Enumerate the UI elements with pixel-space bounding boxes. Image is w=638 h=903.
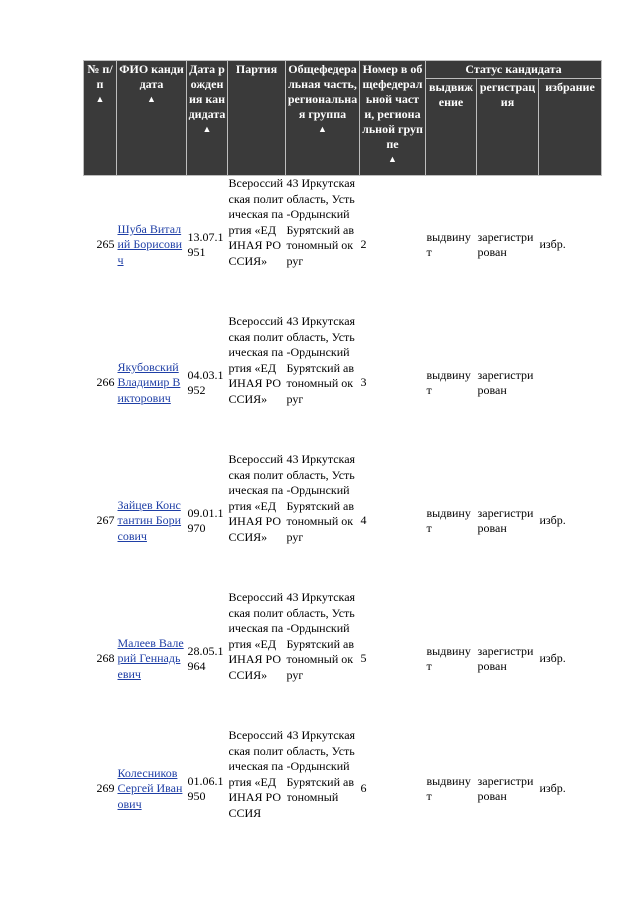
cell-fio (117, 452, 187, 590)
header-party: Партия (228, 61, 286, 176)
table-row (84, 314, 602, 452)
cell-fio (117, 176, 187, 315)
sort-icon: ▲ (202, 124, 212, 134)
candidate-link[interactable]: Малеев Валерий Геннадьевич (117, 635, 184, 681)
header-registration: регистрация (477, 79, 539, 176)
header-status: Статус кандидата (426, 61, 602, 79)
cell-group: 43 Иркутская область, Усть-Ордынский Бурятский автономный округ (286, 314, 356, 406)
cell-registration: зарегистрирован (477, 773, 534, 803)
candidates-table (83, 60, 602, 850)
header-nomination: выдвижение (426, 79, 477, 176)
cell-birth: 09.01.1970 (187, 505, 224, 535)
table-row (84, 728, 602, 850)
cell-group: 43 Иркутская область, Усть-Ордынский Бурятский автономный округ (286, 590, 356, 682)
cell-party: Всероссийская политическая партия «ЕДИНАЯ РОССИЯ» (228, 590, 284, 682)
cell-nomination: выдвинут (426, 643, 471, 673)
candidate-link[interactable]: Якубовский Владимир Викторович (117, 359, 181, 405)
cell-elected: избр. (539, 237, 566, 252)
cell-num: 266 (96, 375, 115, 390)
sort-icon: ▲ (388, 154, 397, 164)
cell-elected: избр. (539, 513, 566, 528)
cell-elected: избр. (539, 781, 566, 796)
party-text: Всероссийская политическая партия «ЕДИНАЯ РОССИЯ (228, 728, 284, 820)
header-elected: избрание (539, 79, 602, 176)
cell-nomination: выдвинут (426, 229, 471, 259)
cell-position: 3 (360, 375, 367, 390)
sort-icon: ▲ (147, 94, 156, 104)
cell-nomination: выдвинут (426, 773, 471, 803)
page (83, 60, 601, 850)
candidate-link[interactable]: Зайцев Константин Борисович (117, 497, 182, 543)
cell-birth: 13.07.1951 (187, 229, 224, 259)
cell-party: Всероссийская политическая партия «ЕДИНАЯ РОССИЯ» (228, 452, 284, 544)
cell-birth: 04.03.1952 (187, 367, 224, 397)
cell-fio (117, 590, 187, 728)
header-fio[interactable]: ФИО кандидата ▲ (117, 61, 187, 176)
group-text: 43 Иркутская область, Усть-Ордынский Бурятский автономный (286, 728, 356, 804)
header-num[interactable]: № п/п ▲ (84, 61, 117, 176)
cell-fio (117, 314, 187, 452)
cell-birth: 28.05.1964 (187, 643, 224, 673)
header-birth[interactable]: Дата рождения кандидата ▲ (187, 61, 228, 176)
cell-position: 4 (360, 513, 367, 528)
cell-num: 265 (96, 237, 115, 252)
cell-position: 5 (360, 651, 367, 666)
candidate-link[interactable]: Колесников Сергей Иванович (117, 765, 183, 811)
cell-party: Всероссийская политическая партия «ЕДИНАЯ РОССИЯ» (228, 314, 284, 406)
cell-fio (117, 728, 187, 850)
cell-registration: зарегистрирован (477, 229, 534, 259)
cell-num: 268 (96, 651, 115, 666)
header-group[interactable]: Общефедеральная часть, региональная группа ▲ (286, 61, 360, 176)
cell-party: Всероссийская политическая партия «ЕДИНАЯ РОССИЯ» (228, 176, 284, 268)
table-row (84, 452, 602, 590)
cell-nomination: выдвинут (426, 367, 471, 397)
cell-party (228, 728, 286, 850)
cell-group: 43 Иркутская область, Усть-Ордынский Бурятский автономный округ (286, 176, 356, 268)
cell-registration: зарегистрирован (477, 367, 534, 397)
cell-group: 43 Иркутская область, Усть-Ордынский Бурятский автономный округ (286, 452, 356, 544)
cell-nomination: выдвинут (426, 505, 471, 535)
cell-elected: избр. (539, 651, 566, 666)
sort-icon: ▲ (318, 124, 327, 134)
header-position[interactable]: Номер в общефедеральной части, региональной группе ▲ (360, 61, 426, 176)
candidate-link[interactable]: Шуба Виталий Борисович (117, 221, 183, 267)
cell-num: 269 (96, 781, 115, 796)
cell-group (286, 728, 360, 850)
table-row (84, 176, 602, 315)
cell-position: 6 (360, 781, 367, 796)
cell-num: 267 (96, 513, 115, 528)
cell-registration: зарегистрирован (477, 643, 534, 673)
cell-birth: 01.06.1950 (187, 773, 224, 803)
cell-elected (539, 314, 602, 452)
sort-icon: ▲ (95, 94, 105, 104)
cell-registration: зарегистрирован (477, 505, 534, 535)
table-row (84, 590, 602, 728)
cell-position: 2 (360, 237, 367, 252)
